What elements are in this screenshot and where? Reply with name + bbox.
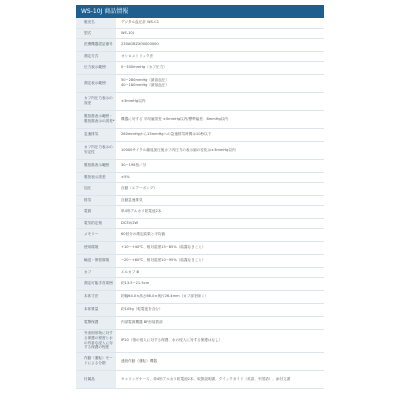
spec-value: 60回分の測定結果と平均値: [116, 228, 324, 241]
spec-value: 0~300mmHg（カフ圧力）: [116, 61, 324, 74]
spec-row: [76, 182, 324, 195]
spec-label: 型式: [76, 28, 116, 38]
spec-row: [76, 228, 324, 241]
spec-value: 260mmHgから15mmHgへの急速排気時間は10秒以下: [116, 128, 324, 141]
spec-row: [76, 92, 324, 110]
spec-label: 医療機器認証番号: [76, 38, 116, 51]
spec-value: 自動急速排気: [116, 195, 324, 205]
spec-row: [76, 172, 324, 182]
spec-value: 機器に対する 平均値誤差 ±5mmHg以内/標準偏差：8mmHg以内: [116, 110, 324, 128]
spec-row: [76, 316, 324, 329]
spec-label: 測定表示範囲: [76, 74, 116, 92]
spec-value: 10000サイクル繰返加圧後カフ内圧力の表示値の変化は±3mmHg以内: [116, 141, 324, 159]
spec-value: キャリングケース、単4形アルカリ乾電池2本、取扱説明書、クイックガイド（英語、中国語）、添付文書: [116, 370, 324, 388]
spec-row: [76, 195, 324, 205]
spec-value: ±3mmHg以内: [116, 92, 324, 110]
spec-label: 測定可能手首周囲: [76, 277, 116, 290]
spec-row: [76, 370, 324, 388]
spec-label: 急速排気: [76, 128, 116, 141]
spec-value: 50~280mmHg（最高血圧） 40~180mmHg（最低血圧）: [116, 74, 324, 92]
spec-row: [76, 254, 324, 267]
spec-value: +10~+40℃、相対湿度15~85%（結露なきこと）: [116, 241, 324, 254]
product-spec-panel: [76, 5, 324, 400]
spec-label: メモリー: [76, 228, 116, 241]
spec-value: 30~199拍／分: [116, 159, 324, 172]
spec-row: [76, 277, 324, 290]
spec-label: 作動（運転）モードによる分類: [76, 352, 116, 370]
spec-label: カフ内圧力表示の安定性: [76, 141, 116, 159]
spec-label: カフ: [76, 267, 116, 277]
spec-row: [76, 267, 324, 277]
spec-value: 自動（エアーポンプ）: [116, 182, 324, 195]
spec-label: 輸送・保管環境: [76, 254, 116, 267]
spec-label: 電源: [76, 205, 116, 218]
spec-row: [76, 241, 324, 254]
spec-row: [76, 218, 324, 228]
spec-value: 単4形アルカリ乾電池2本: [116, 205, 324, 218]
spec-label: 外来固形物に対する保護の程度と水の有害な浸入に対する保護の程度: [76, 329, 116, 352]
spec-row: [76, 110, 324, 128]
spec-row: [76, 38, 324, 51]
spec-value: デジタル血圧計 WS-C1: [116, 18, 324, 28]
spec-row: [76, 205, 324, 218]
spec-row: [76, 290, 324, 303]
spec-label: カフ内圧力表示の誤差: [76, 92, 116, 110]
spec-value: オシロメトリック法: [116, 51, 324, 61]
spec-label: 販売名: [76, 18, 116, 28]
spec-table: [76, 18, 324, 389]
spec-value: −20~+60℃、相対湿度10~95%（結露なきこと）: [116, 254, 324, 267]
spec-row: [76, 329, 324, 352]
spec-row: [76, 141, 324, 159]
spec-value: 内部電源機器 BF形装着部: [116, 316, 324, 329]
spec-row: [76, 28, 324, 38]
spec-value: ±5%: [116, 172, 324, 182]
spec-label: 加圧: [76, 182, 116, 195]
spec-label: 脈拍数表示範囲: [76, 159, 116, 172]
spec-label: 本体質量: [76, 303, 116, 316]
spec-label: 測定方式: [76, 51, 116, 61]
spec-row: [76, 303, 324, 316]
spec-label: 本体寸法: [76, 290, 116, 303]
spec-value: 約105g（乾電池を含む）: [116, 303, 324, 316]
spec-row: [76, 18, 324, 28]
spec-row: [76, 51, 324, 61]
spec-value: 約13.5~21.5cm: [116, 277, 324, 290]
spec-value: WS-10J: [116, 28, 324, 38]
spec-value: 約幅64.0×高さ66.0×奥行26.4mm（カフ部を除く）: [116, 290, 324, 303]
spec-label: 排気: [76, 195, 116, 205]
spec-row: [76, 352, 324, 370]
spec-value: IP20（指の侵入に対する保護、水の侵入に対する保護はなし）: [116, 329, 324, 352]
page-title: WS-10J 商品情報: [76, 5, 324, 18]
spec-label: 付属品: [76, 370, 116, 388]
spec-label: 使用環境: [76, 241, 116, 254]
spec-label: 電撃保護: [76, 316, 116, 329]
spec-label: 脈拍数表示範囲・脈拍数表示の誤差*: [76, 110, 116, 128]
spec-value: 230AGBZX00000000: [116, 38, 324, 51]
spec-value: 連続作動（運転）機器: [116, 352, 324, 370]
spec-value: エルカフ Ⅲ: [116, 267, 324, 277]
spec-label: 圧力表示範囲: [76, 61, 116, 74]
spec-row: [76, 159, 324, 172]
spec-row: [76, 128, 324, 141]
spec-label: 電気的定格: [76, 218, 116, 228]
spec-label: 脈拍表示誤差: [76, 172, 116, 182]
spec-value: DC3V/2W: [116, 218, 324, 228]
spec-row: [76, 61, 324, 74]
spec-row: [76, 74, 324, 92]
